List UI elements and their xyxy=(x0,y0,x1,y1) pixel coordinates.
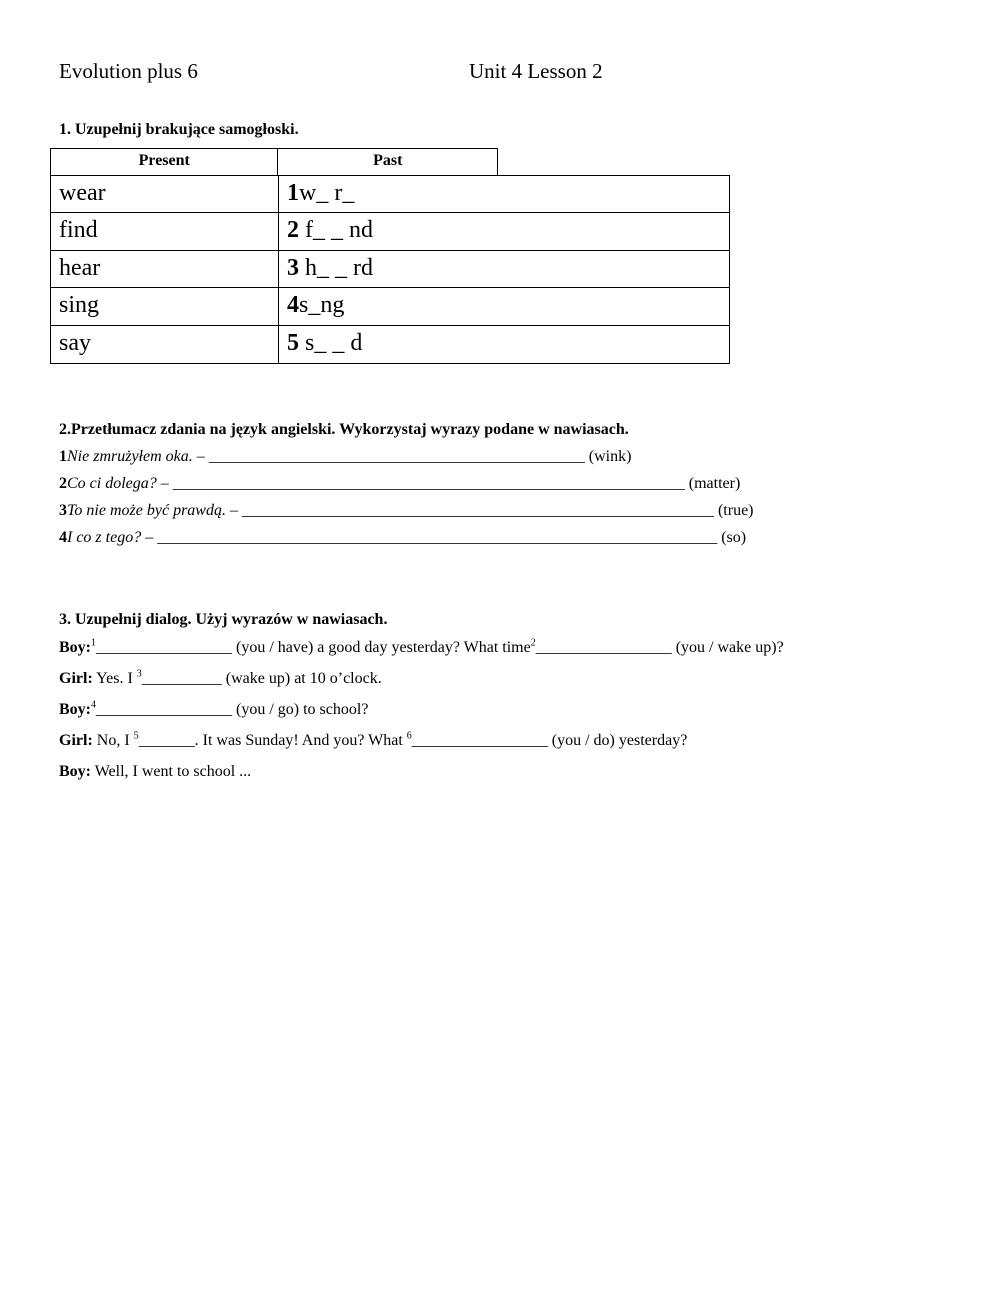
dialog-text: No, I xyxy=(92,732,134,749)
translation-item xyxy=(59,475,740,493)
speaker-label: Girl: xyxy=(59,732,93,749)
section3-title: 3. Uzupełnij dialog. Użyj wyrazów w nawiasach. xyxy=(59,611,388,628)
present-cell: find xyxy=(51,213,279,249)
dialog-line xyxy=(59,732,687,750)
column-header-past: Past xyxy=(373,152,403,169)
answer-blank[interactable]: ________________________________________________________________ xyxy=(172,475,685,492)
polish-sentence: Co ci dolega? xyxy=(67,475,157,492)
past-gap-text: f_ _ nd xyxy=(299,217,373,244)
translation-item xyxy=(59,529,746,547)
answer-blank[interactable]: _______________________________________________ xyxy=(208,448,585,465)
past-cell[interactable] xyxy=(279,213,729,249)
speaker-label: Boy: xyxy=(59,639,91,656)
row-number: 1 xyxy=(287,180,299,206)
speaker-label: Girl: xyxy=(59,670,93,687)
translation-item xyxy=(59,448,631,466)
column-header-present: Present xyxy=(51,149,278,175)
dialog-line xyxy=(59,701,368,719)
speaker-label: Boy: xyxy=(59,763,91,780)
hint-word: (true) xyxy=(713,502,754,519)
table-row xyxy=(51,326,729,363)
table-row xyxy=(51,251,729,288)
row-number: 2 xyxy=(287,217,299,244)
hint-word: (wink) xyxy=(584,448,632,465)
polish-sentence: Nie zmrużyłem oka. xyxy=(67,448,193,465)
gap-number: 4 xyxy=(91,699,96,711)
dialog-line xyxy=(59,639,784,657)
row-number: 4 xyxy=(287,292,299,319)
past-cell[interactable] xyxy=(279,251,729,287)
dash: – xyxy=(141,529,158,546)
table-row xyxy=(51,213,729,250)
present-cell: wear xyxy=(51,176,279,212)
hint-word: (so) xyxy=(717,529,747,546)
past-gap-text: h_ _ rd xyxy=(299,254,373,281)
gap-number: 6 xyxy=(406,730,412,742)
dash: – xyxy=(156,475,173,492)
item-number: 4 xyxy=(59,529,67,546)
past-cell[interactable] xyxy=(279,326,729,363)
table-row xyxy=(51,288,729,325)
present-cell: hear xyxy=(51,251,279,287)
answer-blank[interactable]: ___________________________________________________________ xyxy=(241,502,714,519)
dash: – xyxy=(225,502,242,519)
dialog-line xyxy=(59,763,251,781)
dialog-text[interactable]: _________________ (you / wake up)? xyxy=(535,639,784,656)
dialog-text[interactable]: _______. It was Sunday! And you? What xyxy=(138,732,407,749)
past-cell[interactable] xyxy=(279,176,729,212)
table-header xyxy=(50,148,498,175)
item-number: 2 xyxy=(59,475,67,492)
speaker-label: Boy: xyxy=(59,701,91,718)
section1-title: 1. Uzupełnij brakujące samogłoski. xyxy=(59,121,299,138)
section2-title: 2.Przetłumacz zdania na język angielski. Wykorzystaj wyrazy podane w nawiasach. xyxy=(59,421,629,438)
dialog-text[interactable]: __________ (wake up) at 10 o’clock. xyxy=(141,670,382,687)
present-cell: say xyxy=(51,326,279,363)
answer-blank[interactable]: ______________________________________________________________________ xyxy=(157,529,718,546)
row-number: 5 xyxy=(287,329,299,356)
past-gap-text: s_ng xyxy=(299,292,345,319)
dialog-text[interactable]: _________________ (you / do) yesterday? xyxy=(411,732,688,749)
gap-number: 5 xyxy=(133,730,139,742)
row-number: 3 xyxy=(287,254,299,281)
header-lesson: Unit 4 Lesson 2 xyxy=(469,59,603,83)
dialog-text: Yes. I xyxy=(92,670,137,687)
polish-sentence: I co z tego? xyxy=(67,529,142,546)
item-number: 1 xyxy=(59,448,67,465)
gap-number: 1 xyxy=(91,637,96,649)
dash: – xyxy=(192,448,209,465)
dialog-text[interactable]: _________________ (you / have) a good day yesterday? What time xyxy=(96,639,531,656)
hint-word: (matter) xyxy=(684,475,741,492)
gap-number: 3 xyxy=(136,668,142,680)
translation-item xyxy=(59,502,754,520)
gap-number: 2 xyxy=(530,637,536,649)
item-number: 3 xyxy=(59,502,67,519)
dialog-text: Well, I went to school ... xyxy=(91,763,252,780)
table-row xyxy=(51,176,729,213)
header-title: Evolution plus 6 xyxy=(59,59,198,83)
dialog-line xyxy=(59,670,382,688)
polish-sentence: To nie może być prawdą. xyxy=(67,502,226,519)
past-gap-text: s_ _ d xyxy=(299,329,363,356)
present-cell: sing xyxy=(51,288,279,324)
past-gap-text: w_ r_ xyxy=(299,180,355,206)
verb-table xyxy=(50,175,730,364)
past-cell[interactable] xyxy=(279,288,729,324)
dialog-text[interactable]: _________________ (you / go) to school? xyxy=(96,701,369,718)
